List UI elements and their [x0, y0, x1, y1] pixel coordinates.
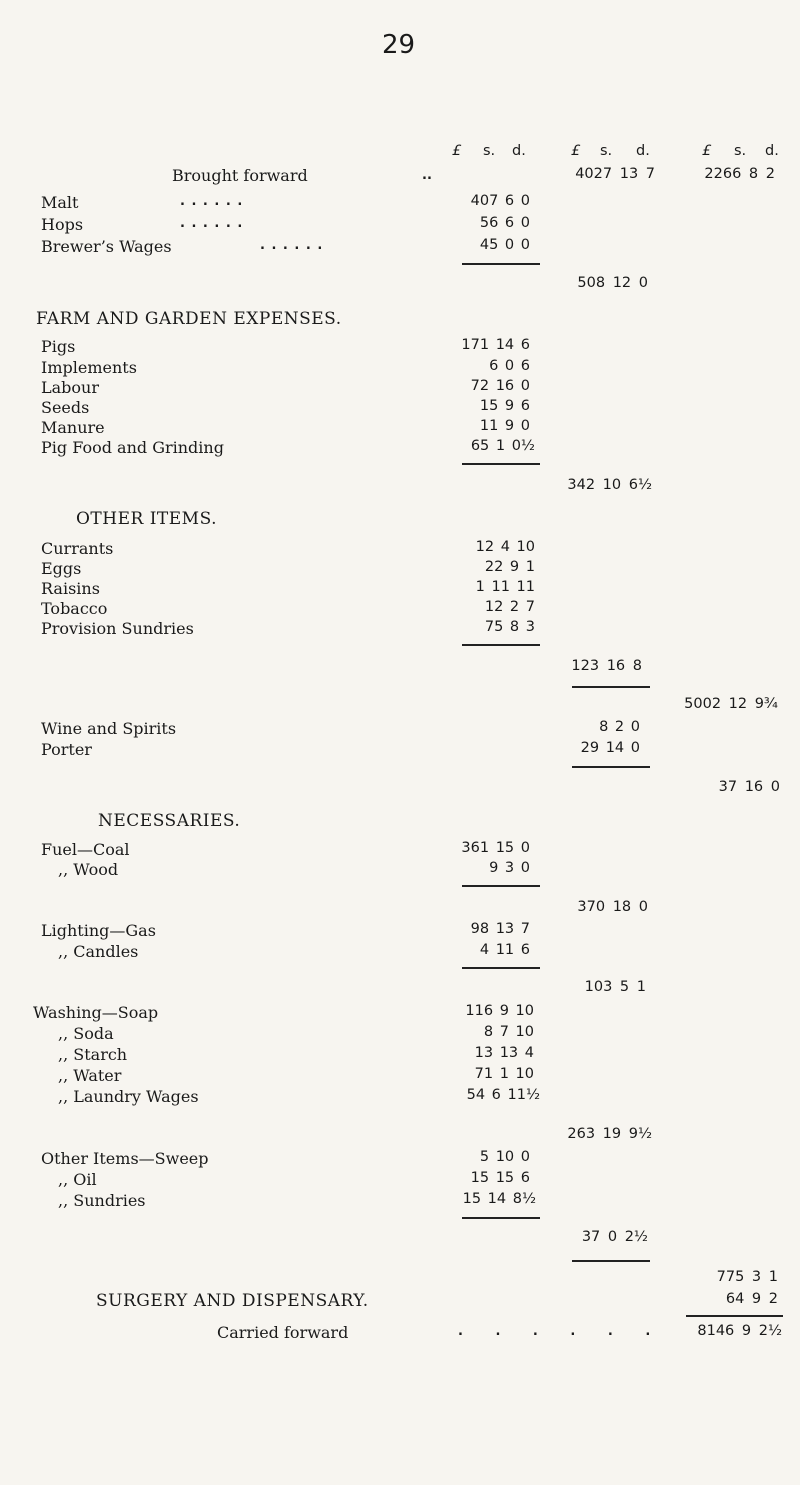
header-col3-pence: d.	[765, 143, 779, 159]
carried-forward-label: Carried forward	[217, 1323, 349, 1342]
section-total: 37 16 0	[718, 779, 780, 795]
row-value: 116 9 10	[465, 1003, 534, 1019]
row-value: 75 8 3	[484, 619, 535, 635]
row-label: Tobacco	[41, 599, 108, 618]
section-total: 263 19 9½	[567, 1126, 652, 1142]
header-col2-shillings: s.	[600, 143, 613, 159]
header-col2-pounds: £	[571, 143, 581, 159]
carried-forward-value: 8146 9 2½	[697, 1323, 782, 1339]
row-label: Washing—Soap	[33, 1003, 159, 1022]
row-value: 9 3 0	[489, 860, 530, 876]
leader-dots: . . . . . .	[260, 238, 324, 253]
row-label: Hops	[41, 215, 84, 234]
header-col3-pounds: £	[702, 143, 712, 159]
row-value: 13 13 4	[474, 1045, 534, 1061]
row-label: Lighting—Gas	[41, 921, 156, 940]
header-col1-shillings: s.	[483, 143, 496, 159]
section-total: 508 12 0	[577, 275, 648, 291]
row-label: ,, Wood	[58, 860, 119, 879]
row-label: Porter	[41, 740, 92, 759]
page-number: 29	[382, 30, 416, 60]
row-value: 15 9 6	[479, 398, 530, 414]
subtotal-rule	[462, 644, 540, 646]
row-value: 8 2 0	[599, 719, 640, 735]
row-value: 6 0 6	[489, 358, 530, 374]
row-label: ,, Starch	[58, 1045, 128, 1064]
subtotal-rule	[572, 766, 650, 768]
row-value: 15 15 6	[470, 1170, 530, 1186]
row-value: 54 6 11½	[466, 1087, 540, 1103]
subtotal-rule	[462, 885, 540, 887]
row-value: 29 14 0	[580, 740, 640, 756]
row-value: 11 9 0	[479, 418, 530, 434]
section-heading: OTHER ITEMS.	[76, 509, 218, 529]
subtotal-rule	[462, 967, 540, 969]
row-label: Implements	[41, 358, 137, 377]
subtotal-rule	[572, 686, 650, 688]
row-value: 45 0 0	[479, 237, 530, 253]
row-value: 361 15 0	[461, 840, 530, 856]
row-label: ,, Candles	[58, 942, 139, 961]
row-label: Malt	[41, 193, 79, 212]
row-label: Manure	[41, 418, 105, 437]
leader-dots: ..	[422, 168, 432, 183]
row-value: 4 11 6	[479, 942, 530, 958]
row-label: Seeds	[41, 398, 90, 417]
header-col1-pence: d.	[512, 143, 526, 159]
row-value: 65 1 0½	[470, 438, 535, 454]
subtotal-rule	[462, 463, 540, 465]
row-label: Labour	[41, 378, 99, 397]
row-value: 12 2 7	[484, 599, 535, 615]
running-subtotal: 5002 12 9¾	[684, 696, 778, 712]
row-label: ,, Laundry Wages	[58, 1087, 199, 1106]
surgery-heading: SURGERY AND DISPENSARY.	[96, 1291, 369, 1311]
row-value: 407 6 0	[470, 193, 530, 209]
total-rule	[686, 1315, 783, 1317]
brought-forward-col3: 2266 8 2	[704, 166, 775, 182]
surgery-value: 64 9 2	[725, 1291, 778, 1307]
header-col3-shillings: s.	[734, 143, 747, 159]
row-value: 171 14 6	[461, 337, 530, 353]
row-label: Wine and Spirits	[41, 719, 177, 738]
section-total: 123 16 8	[571, 658, 642, 674]
row-label: ,, Oil	[58, 1170, 97, 1189]
row-label: ,, Water	[58, 1066, 122, 1085]
row-label: Other Items—Sweep	[41, 1149, 209, 1168]
row-value: 71 1 10	[474, 1066, 534, 1082]
row-label: Brewer’s Wages	[41, 237, 172, 256]
row-value: 1 11 11	[475, 579, 535, 595]
necessaries-total: 775 3 1	[716, 1269, 778, 1285]
subtotal-rule	[462, 263, 540, 265]
leader-dots: . . . . . .	[180, 194, 244, 209]
row-label: Eggs	[41, 559, 82, 578]
row-label: Fuel—Coal	[41, 840, 130, 859]
row-value: 72 16 0	[470, 378, 530, 394]
header-col2-pence: d.	[636, 143, 650, 159]
row-label: Pig Food and Grinding	[41, 438, 224, 457]
section-total: 37 0 2½	[581, 1229, 648, 1245]
row-label: Pigs	[41, 337, 76, 356]
row-label: ,, Sundries	[58, 1191, 146, 1210]
brought-forward-label: Brought forward	[172, 166, 308, 185]
brought-forward-col2: 4027 13 7	[575, 166, 655, 182]
row-value: 8 7 10	[483, 1024, 534, 1040]
row-label: ,, Soda	[58, 1024, 114, 1043]
section-heading: FARM AND GARDEN EXPENSES.	[36, 309, 342, 329]
row-label: Provision Sundries	[41, 619, 194, 638]
header-col1-pounds: £	[452, 143, 462, 159]
subtotal-rule	[462, 1217, 540, 1219]
row-value: 15 14 8½	[462, 1191, 536, 1207]
row-label: Currants	[41, 539, 114, 558]
section-total: 103 5 1	[584, 979, 646, 995]
row-value: 22 9 1	[484, 559, 535, 575]
row-value: 12 4 10	[475, 539, 535, 555]
row-value: 56 6 0	[479, 215, 530, 231]
section-total: 342 10 6½	[567, 477, 652, 493]
section-total: 370 18 0	[577, 899, 648, 915]
row-value: 5 10 0	[479, 1149, 530, 1165]
row-label: Raisins	[41, 579, 100, 598]
leader-dots: . . . . . .	[458, 1324, 665, 1339]
row-value: 98 13 7	[470, 921, 530, 937]
subtotal-rule	[572, 1260, 650, 1262]
section-heading: NECESSARIES.	[98, 811, 241, 831]
leader-dots: . . . . . .	[180, 216, 244, 231]
